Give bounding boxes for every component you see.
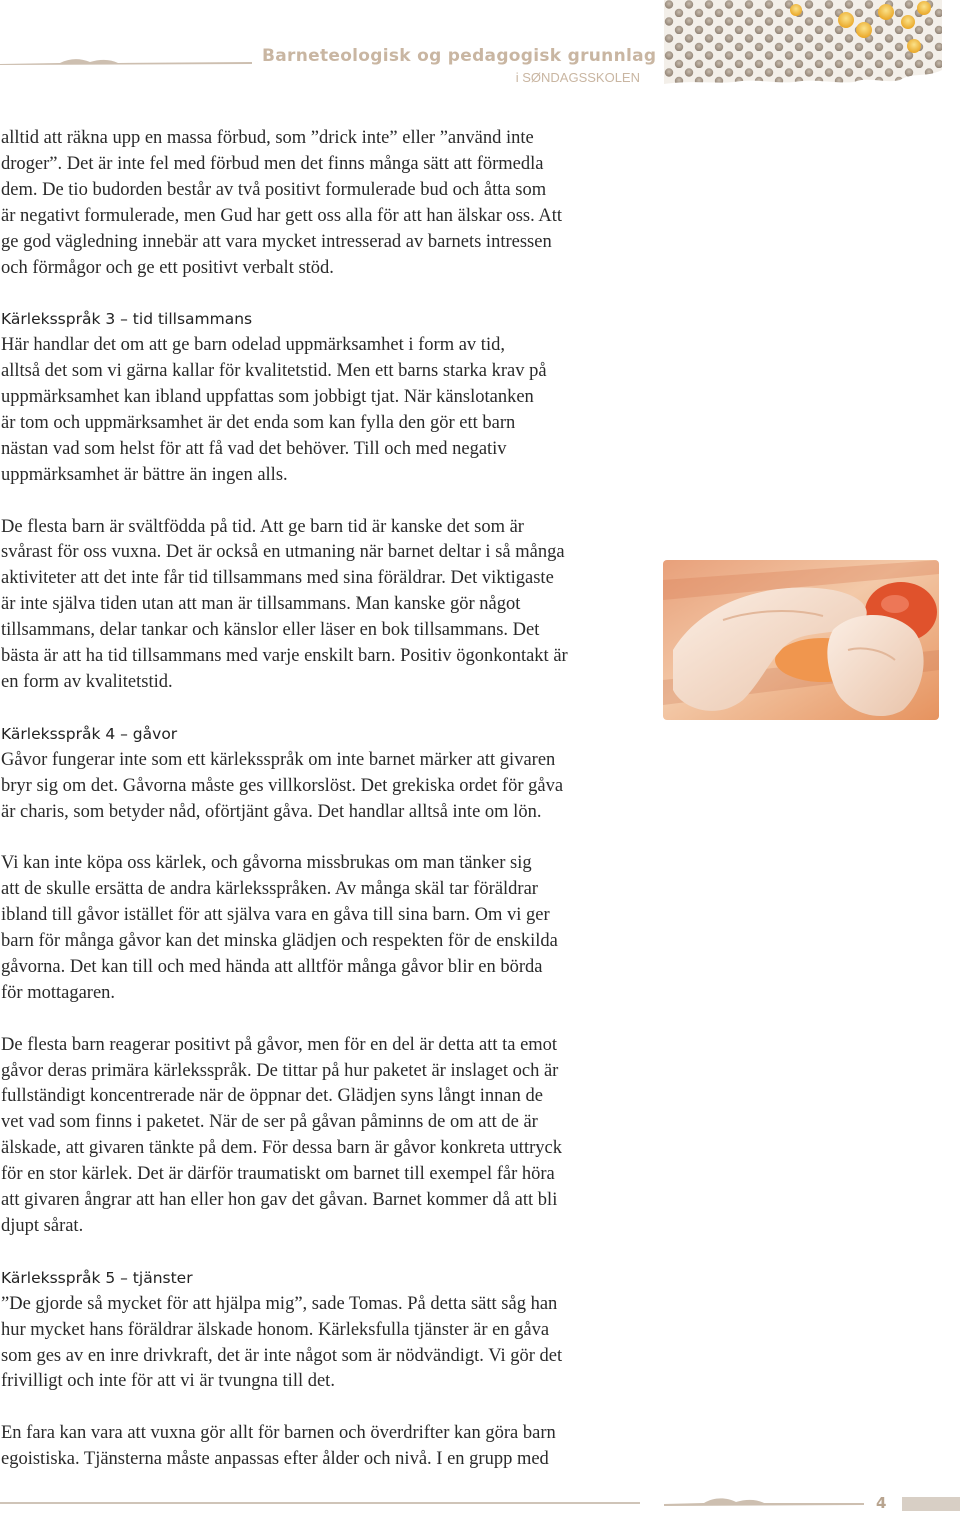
- footer-bar-decoration: [902, 1497, 960, 1511]
- paragraph-1: alltid att räkna upp en massa förbud, som ”drick inte” eller ”använd inte droger”. Det är inte fel med förbud men det finns många sätt att förmedla dem. De tio budorden består av två positivt formulerade bud och åtta som är negativt formulerade, men Gud har gett oss alla för att han älskar oss. Att ge god vägledning innebär att vara mycket intresserad av barnets intressen och förmågor och ge ett positivt verbalt stöd.: [1, 128, 562, 278]
- section-heading-5: Kärleksspråk 5 – tjänster: [1, 1268, 193, 1287]
- hands-gift-photo: [663, 560, 939, 720]
- paragraph-2: Kärleksspråk 3 – tid tillsammans Här handlar det om att ge barn odelad uppmärksamhet i form av tid, alltså det som vi gärna kallar för kvalitetstid. Men ett barns starka krav på uppmärksamhet kan ibland uppfattas som jobbigt tjat. När känslotanken är tom och uppmärksamhet är det enda som kan fylla den gör ett barn nästan vad som helst för att få vad det behöver. Till och med negativ uppmärksamhet är bättre än ingen alls.: [1, 307, 651, 488]
- paragraph-8: En fara kan vara att vuxna gör allt för barnen och överdrifter kan göra barn egoistiska. Tjänsterna måste anpassas efter ålder och nivå. I en grupp med: [1, 1423, 556, 1470]
- page-number: 4: [876, 1494, 887, 1512]
- paragraph-7: Kärleksspråk 5 – tjänster ”De gjorde så mycket för att hjälpa mig”, sade Tomas. På detta sätt såg han hur mycket hans föräldrar älskade honom. Kärleksfulla tjänster är en gåva som ges av en inre drivkraft, det är inte något som är nödvändigt. Vi gör det frivilligt och inte för att vi är tvungna till det.: [1, 1266, 651, 1396]
- hexagon-pattern-decoration: [664, 0, 942, 84]
- paragraph-6: De flesta barn reagerar positivt på gåvor, men för en del är detta att ta emot gåvor deras primära kärleksspråk. De tittar på hur paketet är inslaget och är fullständigt koncentrerade när de öppnar det. Glädjen syns långt innan de vet vad som finns i paketet. När de ser på gåvan påminns de om att de är älskade, att givaren tänkte på dem. För dessa barn är gåvor konkreta uttryck för en stor kärlek. Det är därför traumatiskt om barnet till exempel får höra att givaren ångrar att han eller hon gav det gåvan. Barnet kommer då att bli djupt sårat.: [1, 1034, 562, 1236]
- header-title: Barneteologisk og pedagogisk grunnlag: [262, 46, 657, 66]
- paragraph-3: De flesta barn är svältfödda på tid. Att ge barn tid är kanske det som är svårast för oss vuxna. Det är också en utmaning när barnet deltar i så många aktiviteter att det inte får tid tillsammans med sina föräldrar. Det viktigaste är inte själva tiden utan att man är tillsammans. Man kanske gör något tillsammans, delar tankar och känslor eller läser en bok tillsammans. Det bästa är att ha tid tillsammans med varje enskilt barn. Positiv ögonkontakt är en form av kvalitetstid.: [1, 516, 568, 692]
- header-swoosh-decoration: [0, 56, 252, 70]
- footer-swoosh-decoration: [664, 1494, 864, 1508]
- header-subtitle: i SØNDAGSSKOLEN: [515, 70, 640, 85]
- footer-rule: [0, 1502, 640, 1504]
- section-heading-4: Kärleksspråk 4 – gåvor: [1, 724, 178, 743]
- section-heading-3: Kärleksspråk 3 – tid tillsammans: [1, 310, 253, 329]
- paragraph-5: Vi kan inte köpa oss kärlek, och gåvorna missbrukas om man tänker sig att de skulle ersätta de andra kärleksspråken. Av många skäl tar föräldrar ibland till gåvor istället för att själva vara en gåva till sina barn. Om vi ger barn för många gåvor kan det minska glädjen och respekten för de enskilda gåvorna. Det kan till och med hända att alltför många gåvor blir en börda för mottagaren.: [1, 853, 558, 1003]
- paragraph-4: Kärleksspråk 4 – gåvor Gåvor fungerar inte som ett kärleksspråk om inte barnet märker att givaren bryr sig om det. Gåvorna måste ges villkorslöst. Det grekiska ordet för gåva är charis, som betyder nåd, oförtjänt gåva. Det handlar alltså inte om lön.: [1, 722, 651, 826]
- article-body: [1, 126, 651, 1499]
